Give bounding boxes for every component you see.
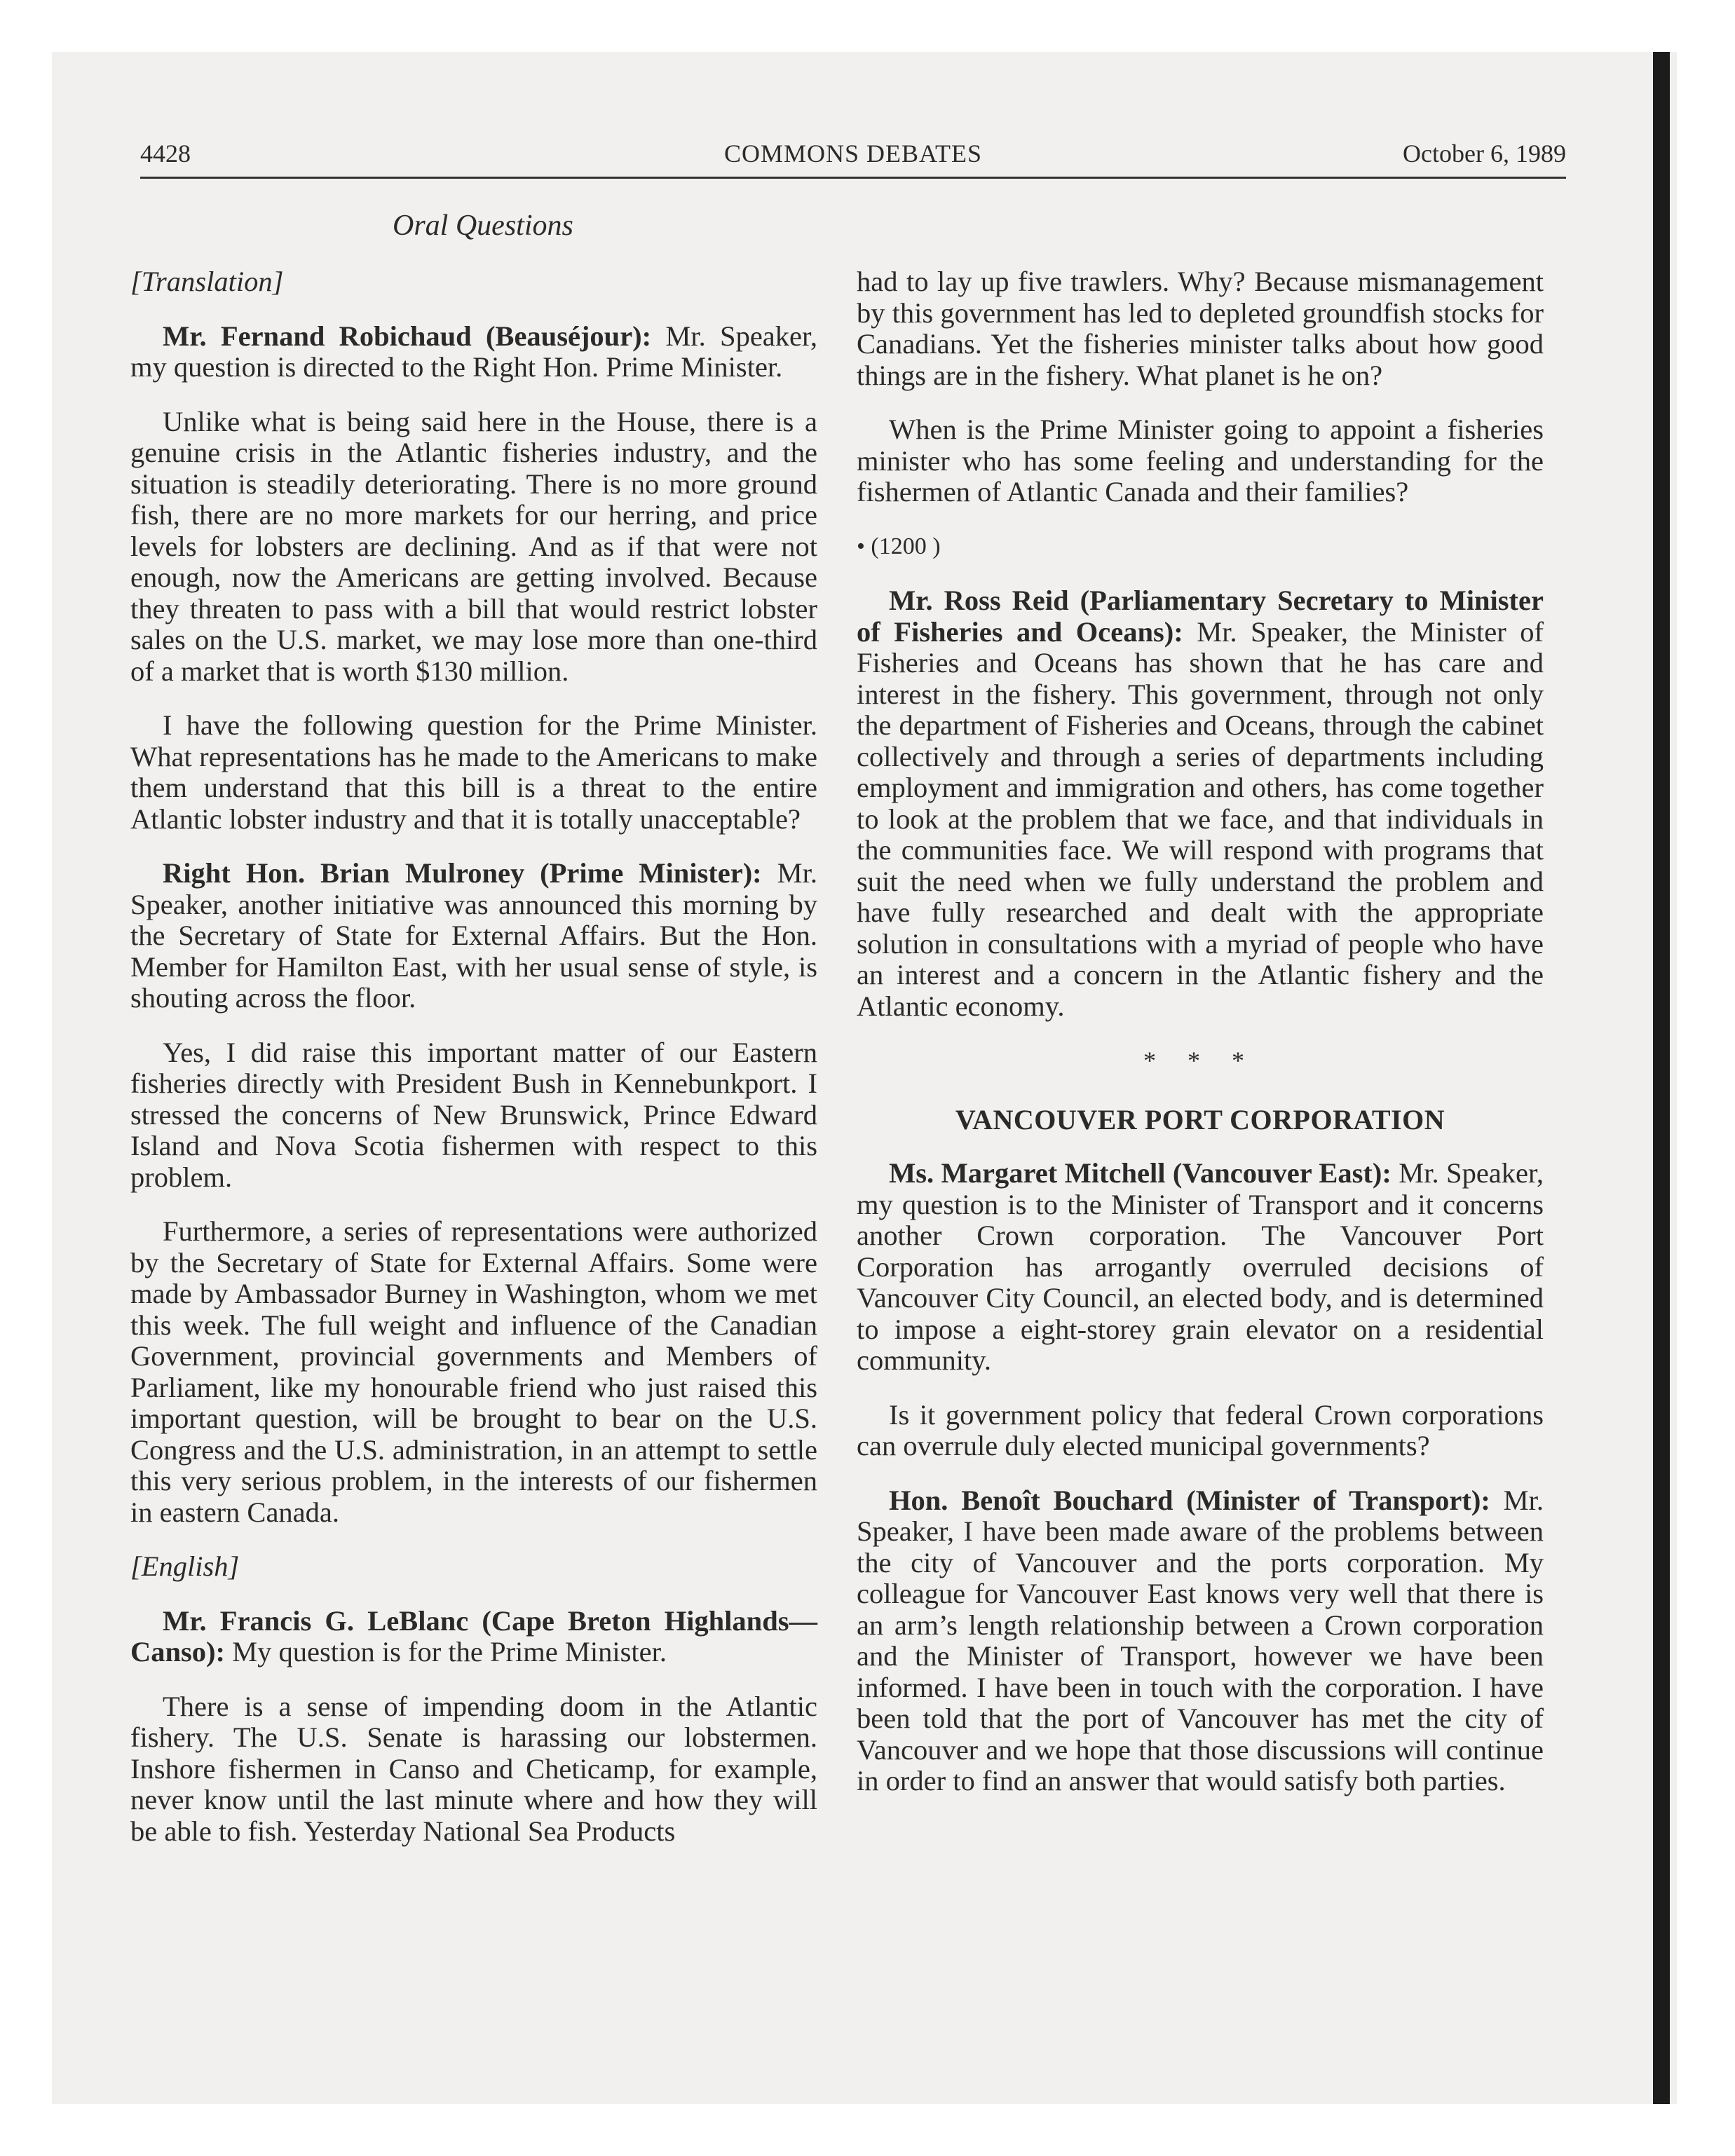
page-header — [140, 139, 1566, 172]
section-heading: VANCOUVER PORT CORPORATION — [955, 1103, 1445, 1135]
language-marker: [Translation] — [130, 266, 284, 297]
section-separator: * * * — [1143, 1046, 1257, 1074]
speaker-name: Hon. Benoît Bouchard (Minister of Transport): — [889, 1484, 1490, 1516]
page-date: October 6, 1989 — [1403, 139, 1566, 168]
paragraph-text: Mr. Speaker, I have been made aware of the problems between the city of Vancouver and the ports corporation. My colleague for Vancouver East knows very well that there is an arm’s length relationship between a Crown corporation and the Minister of Transport, however we have been informed. I have been in touch with the corporation. I have been told that the port of Vancouver has met the city of Vancouver and we hope that those discussions will continue in order to find an answer that would satisfy both parties. — [857, 1484, 1544, 1796]
paragraph: There is a sense of impending doom in the Atlantic fishery. The U.S. Senate is harassing our lobstermen. Inshore fishermen in Canso and Cheticamp, for example, never know until the last minute where and how they will be able to fish. Yesterday National Sea Products — [130, 1690, 817, 1847]
paragraph: When is the Prime Minister going to appoint a fisheries minister who has some feeling and understanding for the fishermen of Atlantic Canada and their families? — [857, 414, 1544, 507]
paragraph — [130, 321, 817, 383]
language-marker: [English] — [130, 1550, 240, 1582]
paragraph-text: My question is for the Prime Minister. — [225, 1636, 667, 1667]
paragraph: Yes, I did raise this important matter of our Eastern fisheries directly with President Bush in Kennebunkport. I stressed the concerns of New Brunswick, Prince Edward Island and Nova Scotia fishermen with respect to this problem. — [130, 1036, 817, 1193]
page-number: 4428 — [140, 139, 191, 168]
time-marker: • (1200 ) — [857, 533, 941, 559]
paragraph-text: Mr. Speaker, the Minister of Fisheries and Oceans has shown that he has care and interest in the fishery. This government, through not only the department of Fisheries and Oceans, through the cabinet collectively and through a series of departments including employment and immigration and others, has come together to look at the problem that we face, and that individuals in the communities face. We will respond with programs that suit the need when we fully understand the problem and have fully researched and dealt with the appropriate solution in consultations with a myriad of people who have an interest and a concern in the Atlantic fishery and the Atlantic economy. — [857, 615, 1544, 1022]
right-column — [857, 266, 1544, 1820]
paragraph-text: Mr. Speaker, my question is directed to the Right Hon. Prime Minister. — [130, 320, 817, 383]
publication-title: COMMONS DEBATES — [723, 139, 983, 168]
paragraph: Furthermore, a series of representations were authorized by the Secretary of State for External Affairs. Some were made by Ambassador Burney in Washington, whom we met this week. The full weight and influence of the Canadian Government, provincial governments and Members of Parliament, like my honourable friend who just raised this important question, will be brought to bear on the U.S. Congress and the U.S. administration, in an attempt to settle this very serious problem, in the interests of our fishermen in eastern Canada. — [130, 1215, 817, 1528]
paragraph — [857, 1158, 1544, 1377]
paragraph — [130, 858, 817, 1014]
paragraph: Is it government policy that federal Crown corporations can overrule duly elected municipal governments? — [857, 1398, 1544, 1461]
paragraph: had to lay up five trawlers. Why? Because mismanagement by this government has led to depleted groundfish stocks for Canadians. Yet the fisheries minister talks about how good things are in the fishery. What planet is he on? — [857, 266, 1544, 391]
left-column — [130, 266, 817, 1870]
paragraph-text: Mr. Speaker, my question is to the Minister of Transport and it concerns another Crown corporation. The Vancouver Port Corporation has arrogantly overruled decisions of Vancouver City Council, an elected body, and is determined to impose a eight-storey grain elevator on a residential community. — [857, 1157, 1544, 1376]
header-rule — [140, 177, 1566, 179]
speaker-name: Mr. Francis G. LeBlanc (Cape Breton Highlands—Canso): — [130, 1604, 817, 1667]
paragraph-text: Mr. Speaker, another initiative was announced this morning by the Secretary of State for External Affairs. But the Hon. Member for Hamilton East, with her usual sense of style, is shouting across the floor. — [130, 857, 817, 1014]
paragraph: Unlike what is being said here in the House, there is a genuine crisis in the Atlantic fisheries industry, and the situation is steadily deteriorating. There is no more ground fish, there are no more markets for our herring, and price levels for lobsters are declining. And as if that were not enough, now the Americans are getting involved. Because they threaten to pass with a bill that would restrict lobster sales on the U.S. market, we may lose more than one-third of a market that is worth $130 million. — [130, 405, 817, 687]
paragraph — [857, 1485, 1544, 1797]
speaker-name: Ms. Margaret Mitchell (Vancouver East): — [889, 1157, 1392, 1189]
speaker-name: Right Hon. Brian Mulroney (Prime Minister): — [163, 857, 762, 889]
speaker-name: Mr. Ross Reid (Parliamentary Secretary to Minister of Fisheries and Oceans): — [857, 585, 1544, 648]
paragraph — [130, 1606, 817, 1668]
speaker-name: Mr. Fernand Robichaud (Beauséjour): — [163, 320, 652, 352]
section-label: Oral Questions — [393, 210, 573, 242]
paragraph: I have the following question for the Prime Minister. What representations has he made to the Americans to make them understand that this bill is a threat to the entire Atlantic lobster industry and that it is totally unacceptable? — [130, 709, 817, 835]
paragraph — [857, 585, 1544, 1022]
scan-edge-bar — [1653, 52, 1670, 2104]
